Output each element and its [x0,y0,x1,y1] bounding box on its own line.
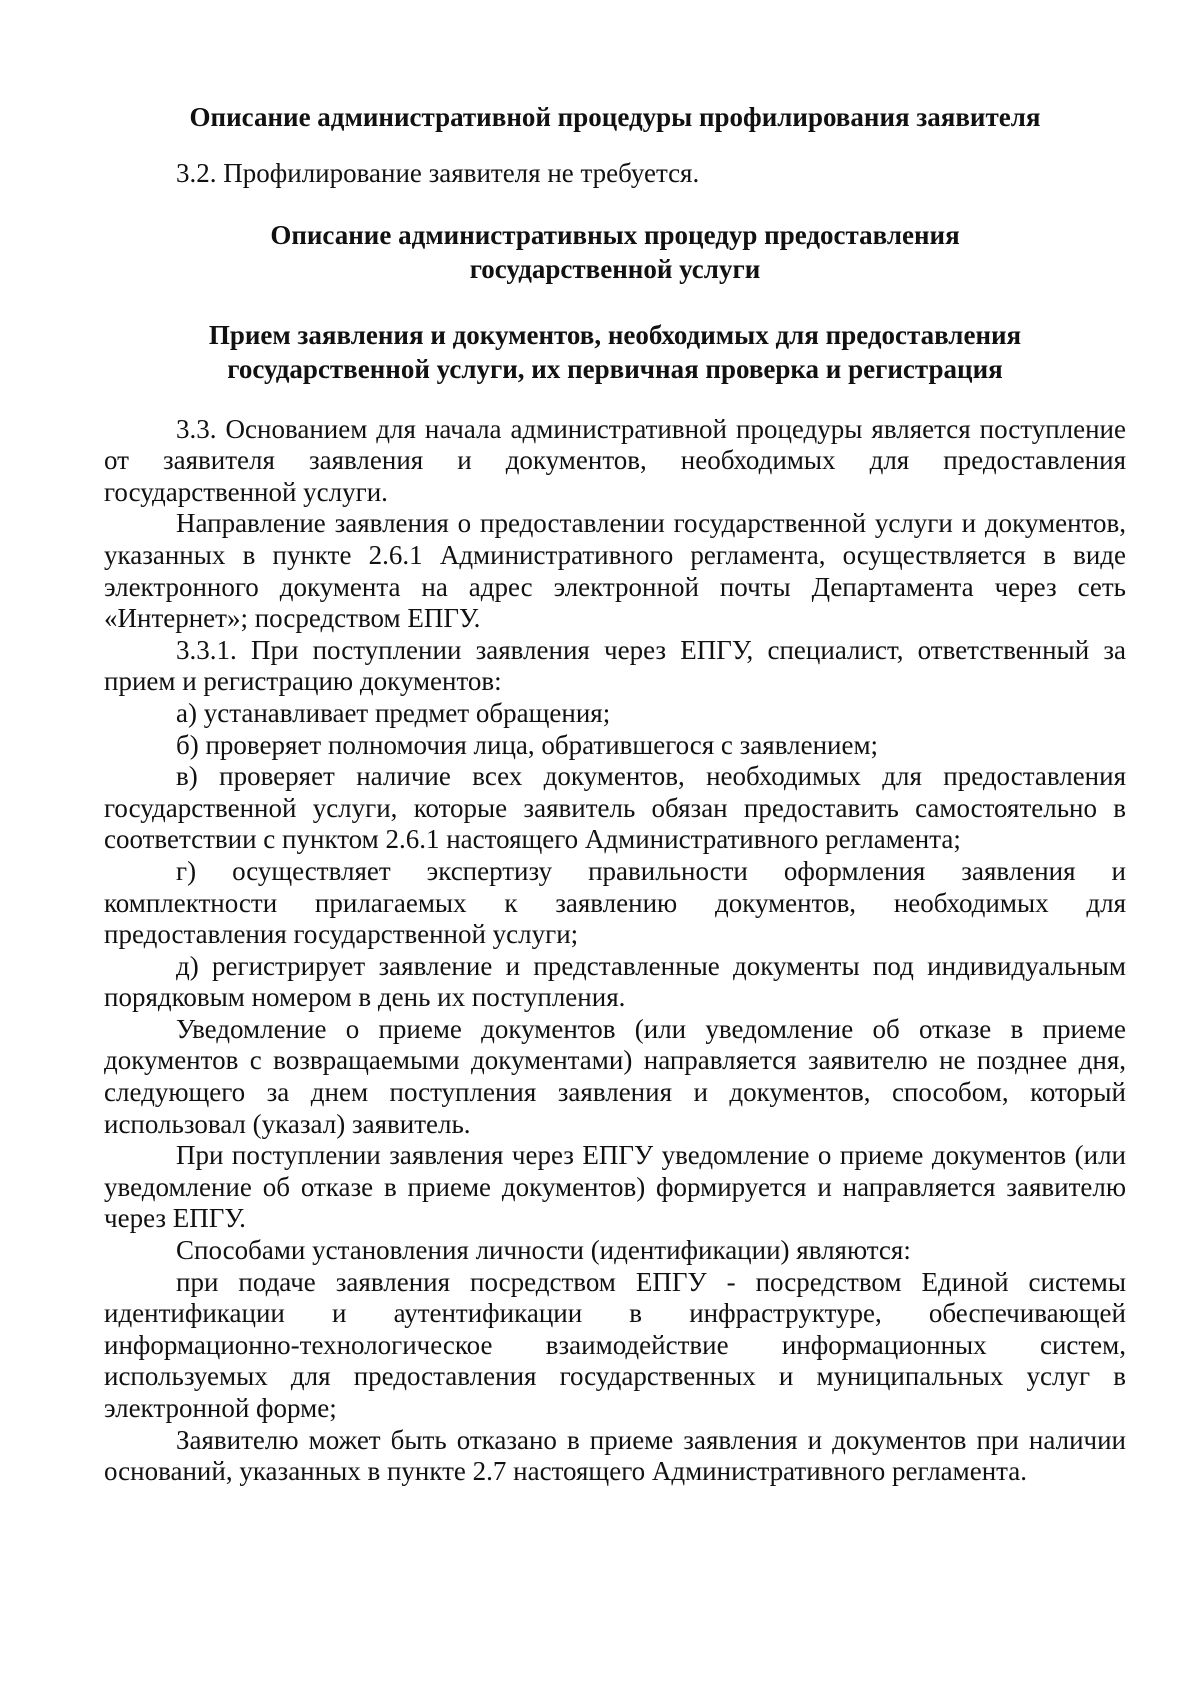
paragraph-3-3: 3.3. Основанием для начала административной процедуры является поступление от заявителя заявления и документов, необходимых для предоставления государственной услуги. [104,413,1126,507]
heading-reception [104,318,1126,386]
paragraph-esia: при подаче заявления посредством ЕПГУ - посредством Единой системы идентификации и аутентификации в инфраструктуре, обеспечивающей информационно-технологическое взаимодействие информационных систем, используемых для предоставления государственных и муниципальных услуг в электронной форме; [104,1266,1126,1423]
paragraph-submission: Направление заявления о предоставлении государственной услуги и документов, указанных в пункте 2.6.1 Административного регламента, осуществляется в виде электронного документа на адрес электронной почты Департамента через сеть «Интернет»; посредством ЕПГУ. [104,508,1126,634]
heading-procedures-line-1: Описание административных процедур предоставления [270,219,960,250]
heading-reception-line-1: Прием заявления и документов, необходимых для предоставления [208,319,1022,350]
list-item-v: в) проверяет наличие всех документов, необходимых для предоставления государственной услуги, которые заявитель обязан предоставить самостоятельно в соответствии с пунктом 2.6.1 настоящего Административного регламента; [104,761,1126,855]
heading-procedures [104,218,1126,286]
list-item-g: г) осуществляет экспертизу правильности оформления заявления и комплектности прилагаемых к заявлению документов, необходимых для предоставления государственной услуги; [104,855,1126,950]
heading-profiling: Описание административной процедуры профилирования заявителя [189,102,1041,132]
list-item-b: б) проверяет полномочия лица, обратившегося с заявлением; [176,729,879,760]
document-page [104,100,1126,1488]
list-item-d: д) регистрирует заявление и представленные документы под индивидуальным порядковым номером в день их поступления. [104,950,1126,1013]
paragraph-identification: Способами установления личности (идентификации) являются: [176,1235,911,1266]
profiling-note: 3.2. Профилирование заявителя не требуется. [176,158,700,188]
list-item-a: а) устанавливает предмет обращения; [176,697,611,728]
heading-reception-line-2: государственной услуги, их первичная проверка и регистрация [227,353,1003,384]
paragraph-notification: Уведомление о приеме документов (или уведомление об отказе в приеме документов с возвращаемыми документами) направляется заявителю не позднее дня, следующего за днем поступления заявления и документов, способом, который использовал (указал) заявитель. [104,1013,1126,1139]
heading-procedures-line-2: государственной услуги [469,253,761,284]
paragraph-epgu-notification: При поступлении заявления через ЕПГУ уведомление о приеме документов (или уведомление об отказе в приеме документов) формируется и направляется заявителю через ЕПГУ. [104,1140,1126,1234]
paragraph-refusal: Заявителю может быть отказано в приеме заявления и документов при наличии оснований, указанных в пункте 2.7 настоящего Административного регламента. [104,1424,1126,1487]
paragraph-3-3-1: 3.3.1. При поступлении заявления через ЕПГУ, специалист, ответственный за прием и регистрацию документов: [104,634,1126,697]
